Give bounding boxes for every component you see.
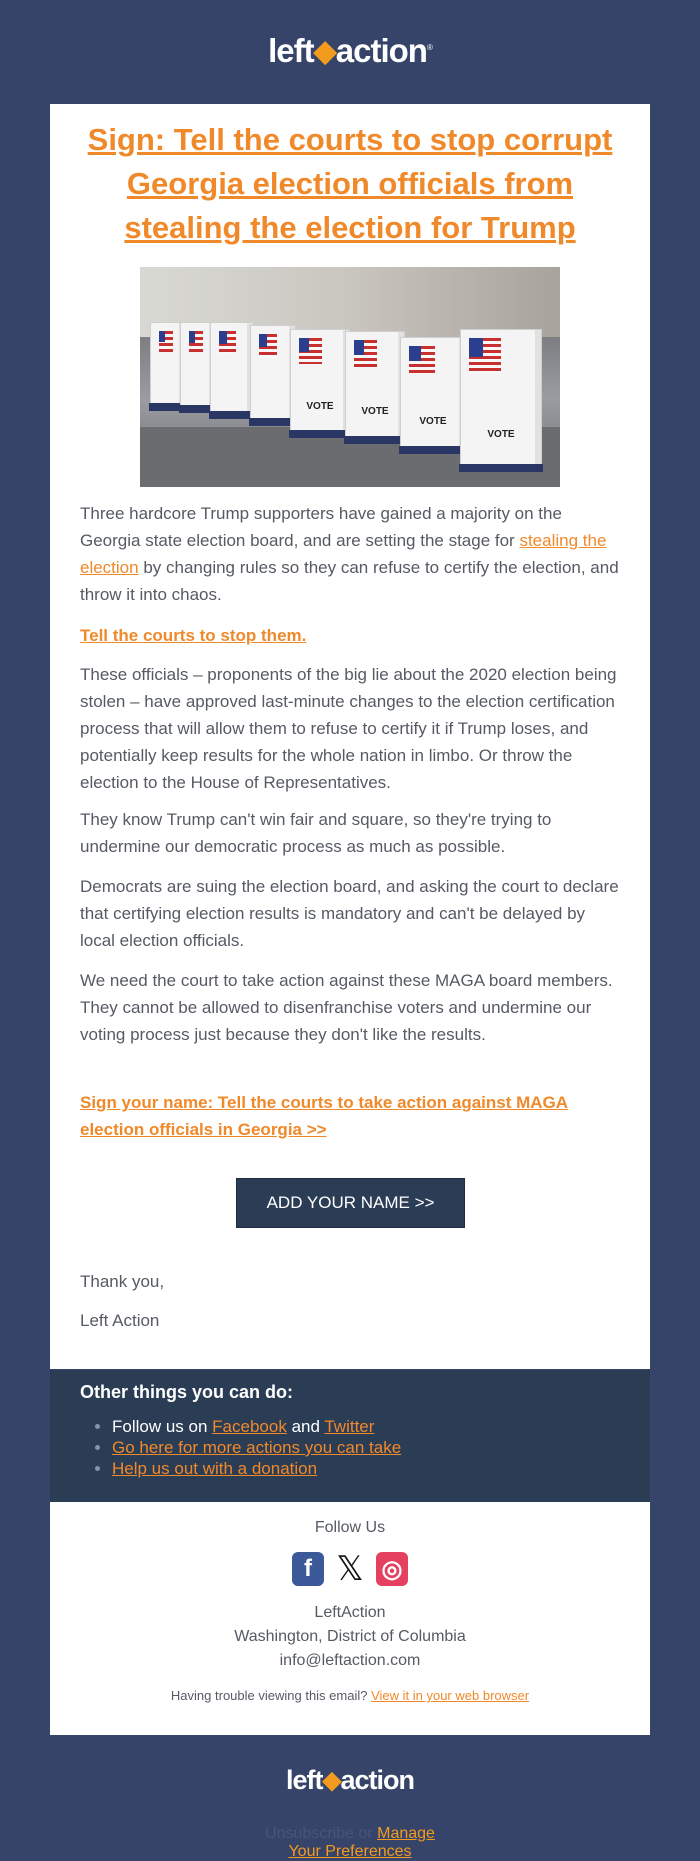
voting-booth: VOTE <box>460 329 542 465</box>
list-item <box>112 1437 401 1458</box>
more-actions-link[interactable]: Go here for more actions you can take <box>112 1438 402 1457</box>
unsubscribe-text[interactable]: Unsubscribe or <box>265 1825 378 1842</box>
voting-booth: VOTE <box>400 337 466 447</box>
voting-booth: VOTE <box>290 329 350 431</box>
trouble-viewing <box>50 1688 650 1703</box>
social-icons <box>50 1552 650 1586</box>
other-actions-section <box>50 1370 650 1502</box>
footer-logo-area <box>0 1765 700 1797</box>
stealing-election-link[interactable]: stealing the election <box>80 531 607 577</box>
facebook-link[interactable]: Facebook <box>212 1417 287 1436</box>
paragraph-3 <box>80 806 620 860</box>
tell-courts-link[interactable]: Tell the courts to stop them. <box>80 626 307 645</box>
signoff-thanks: Thank you, <box>80 1272 165 1291</box>
paragraph-2-text: These officials – proponents of the big lie about the 2020 election being stolen – have approved last-minute changes to the election certification process that will allow them to refuse to certify it if Trump loses, and potentially keep results for the whole nation in limbo. Or throw the election to the House of Representatives. <box>80 665 617 792</box>
leftaction-logo-bottom[interactable]: left⬥action <box>286 1765 414 1795</box>
preferences-link[interactable]: Your Preferences <box>288 1843 412 1860</box>
add-your-name-button[interactable]: ADD YOUR NAME >> <box>236 1178 465 1228</box>
paragraph-4 <box>80 873 620 954</box>
paragraph-1-text-end: by changing rules so they can refuse to certify the election, and throw it into chaos. <box>80 558 619 604</box>
paragraph-5 <box>80 967 620 1048</box>
email-card <box>50 104 650 1369</box>
list-item <box>112 1458 401 1479</box>
and-text: and <box>286 1417 325 1436</box>
leftaction-logo[interactable]: left⬥action® <box>268 31 432 69</box>
voting-booth <box>210 322 254 412</box>
footer-email[interactable]: info@leftaction.com <box>279 1652 421 1669</box>
headline[interactable] <box>80 118 620 250</box>
twitter-link[interactable]: Twitter <box>324 1417 375 1436</box>
voting-booth: VOTE <box>345 331 405 437</box>
x-icon[interactable]: 𝕏 <box>334 1552 366 1586</box>
follow-prefix: Follow us on <box>112 1417 213 1436</box>
list-item <box>112 1416 401 1437</box>
instagram-icon[interactable]: ◎ <box>376 1552 408 1586</box>
cta-2 <box>80 1089 620 1143</box>
footer-org: LeftAction <box>314 1604 386 1621</box>
paragraph-1-text: Three hardcore Trump supporters have gained a majority on the Georgia state election board, and are setting the stage for <box>80 504 562 550</box>
header-logo-area <box>0 0 700 104</box>
paragraph-3-text: They know Trump can't win fair and square, so they're trying to undermine our democratic process as much as possible. <box>80 810 552 856</box>
manage-link[interactable]: Manage <box>377 1825 435 1842</box>
paragraph-4-text: Democrats are suing the election board, and asking the court to declare that certifying election results is mandatory and can't be delayed by local election officials. <box>80 877 619 950</box>
paragraph-5-text: We need the court to take action against these MAGA board members. They cannot be allowed to disenfranchise voters and undermine our voting process just because they don't like the results. <box>80 971 613 1044</box>
follow-us-label: Follow Us <box>314 1519 386 1536</box>
voting-booths-image[interactable] <box>140 267 560 487</box>
other-actions-list <box>80 1416 401 1479</box>
paragraph-2 <box>80 661 620 796</box>
signoff-name: Left Action <box>80 1311 160 1330</box>
other-actions-heading: Other things you can do: <box>80 1382 294 1402</box>
sign-your-name-link[interactable]: Sign your name: Tell the courts to take action against MAGA election officials in Georgia >> <box>80 1093 569 1139</box>
headline-link[interactable]: Sign: Tell the courts to stop corrupt Georgia election officials from stealing the election for Trump <box>87 122 613 245</box>
cta-1 <box>80 622 620 649</box>
unsubscribe-area <box>0 1825 700 1861</box>
view-in-browser-link[interactable]: View it in your web browser <box>371 1688 530 1703</box>
footer <box>50 1502 650 1735</box>
facebook-icon[interactable]: f <box>292 1552 324 1586</box>
paragraph-1 <box>80 500 620 608</box>
donation-link[interactable]: Help us out with a donation <box>112 1459 318 1478</box>
trouble-text: Having trouble viewing this email? <box>170 1688 372 1703</box>
footer-location: Washington, District of Columbia <box>234 1628 466 1645</box>
